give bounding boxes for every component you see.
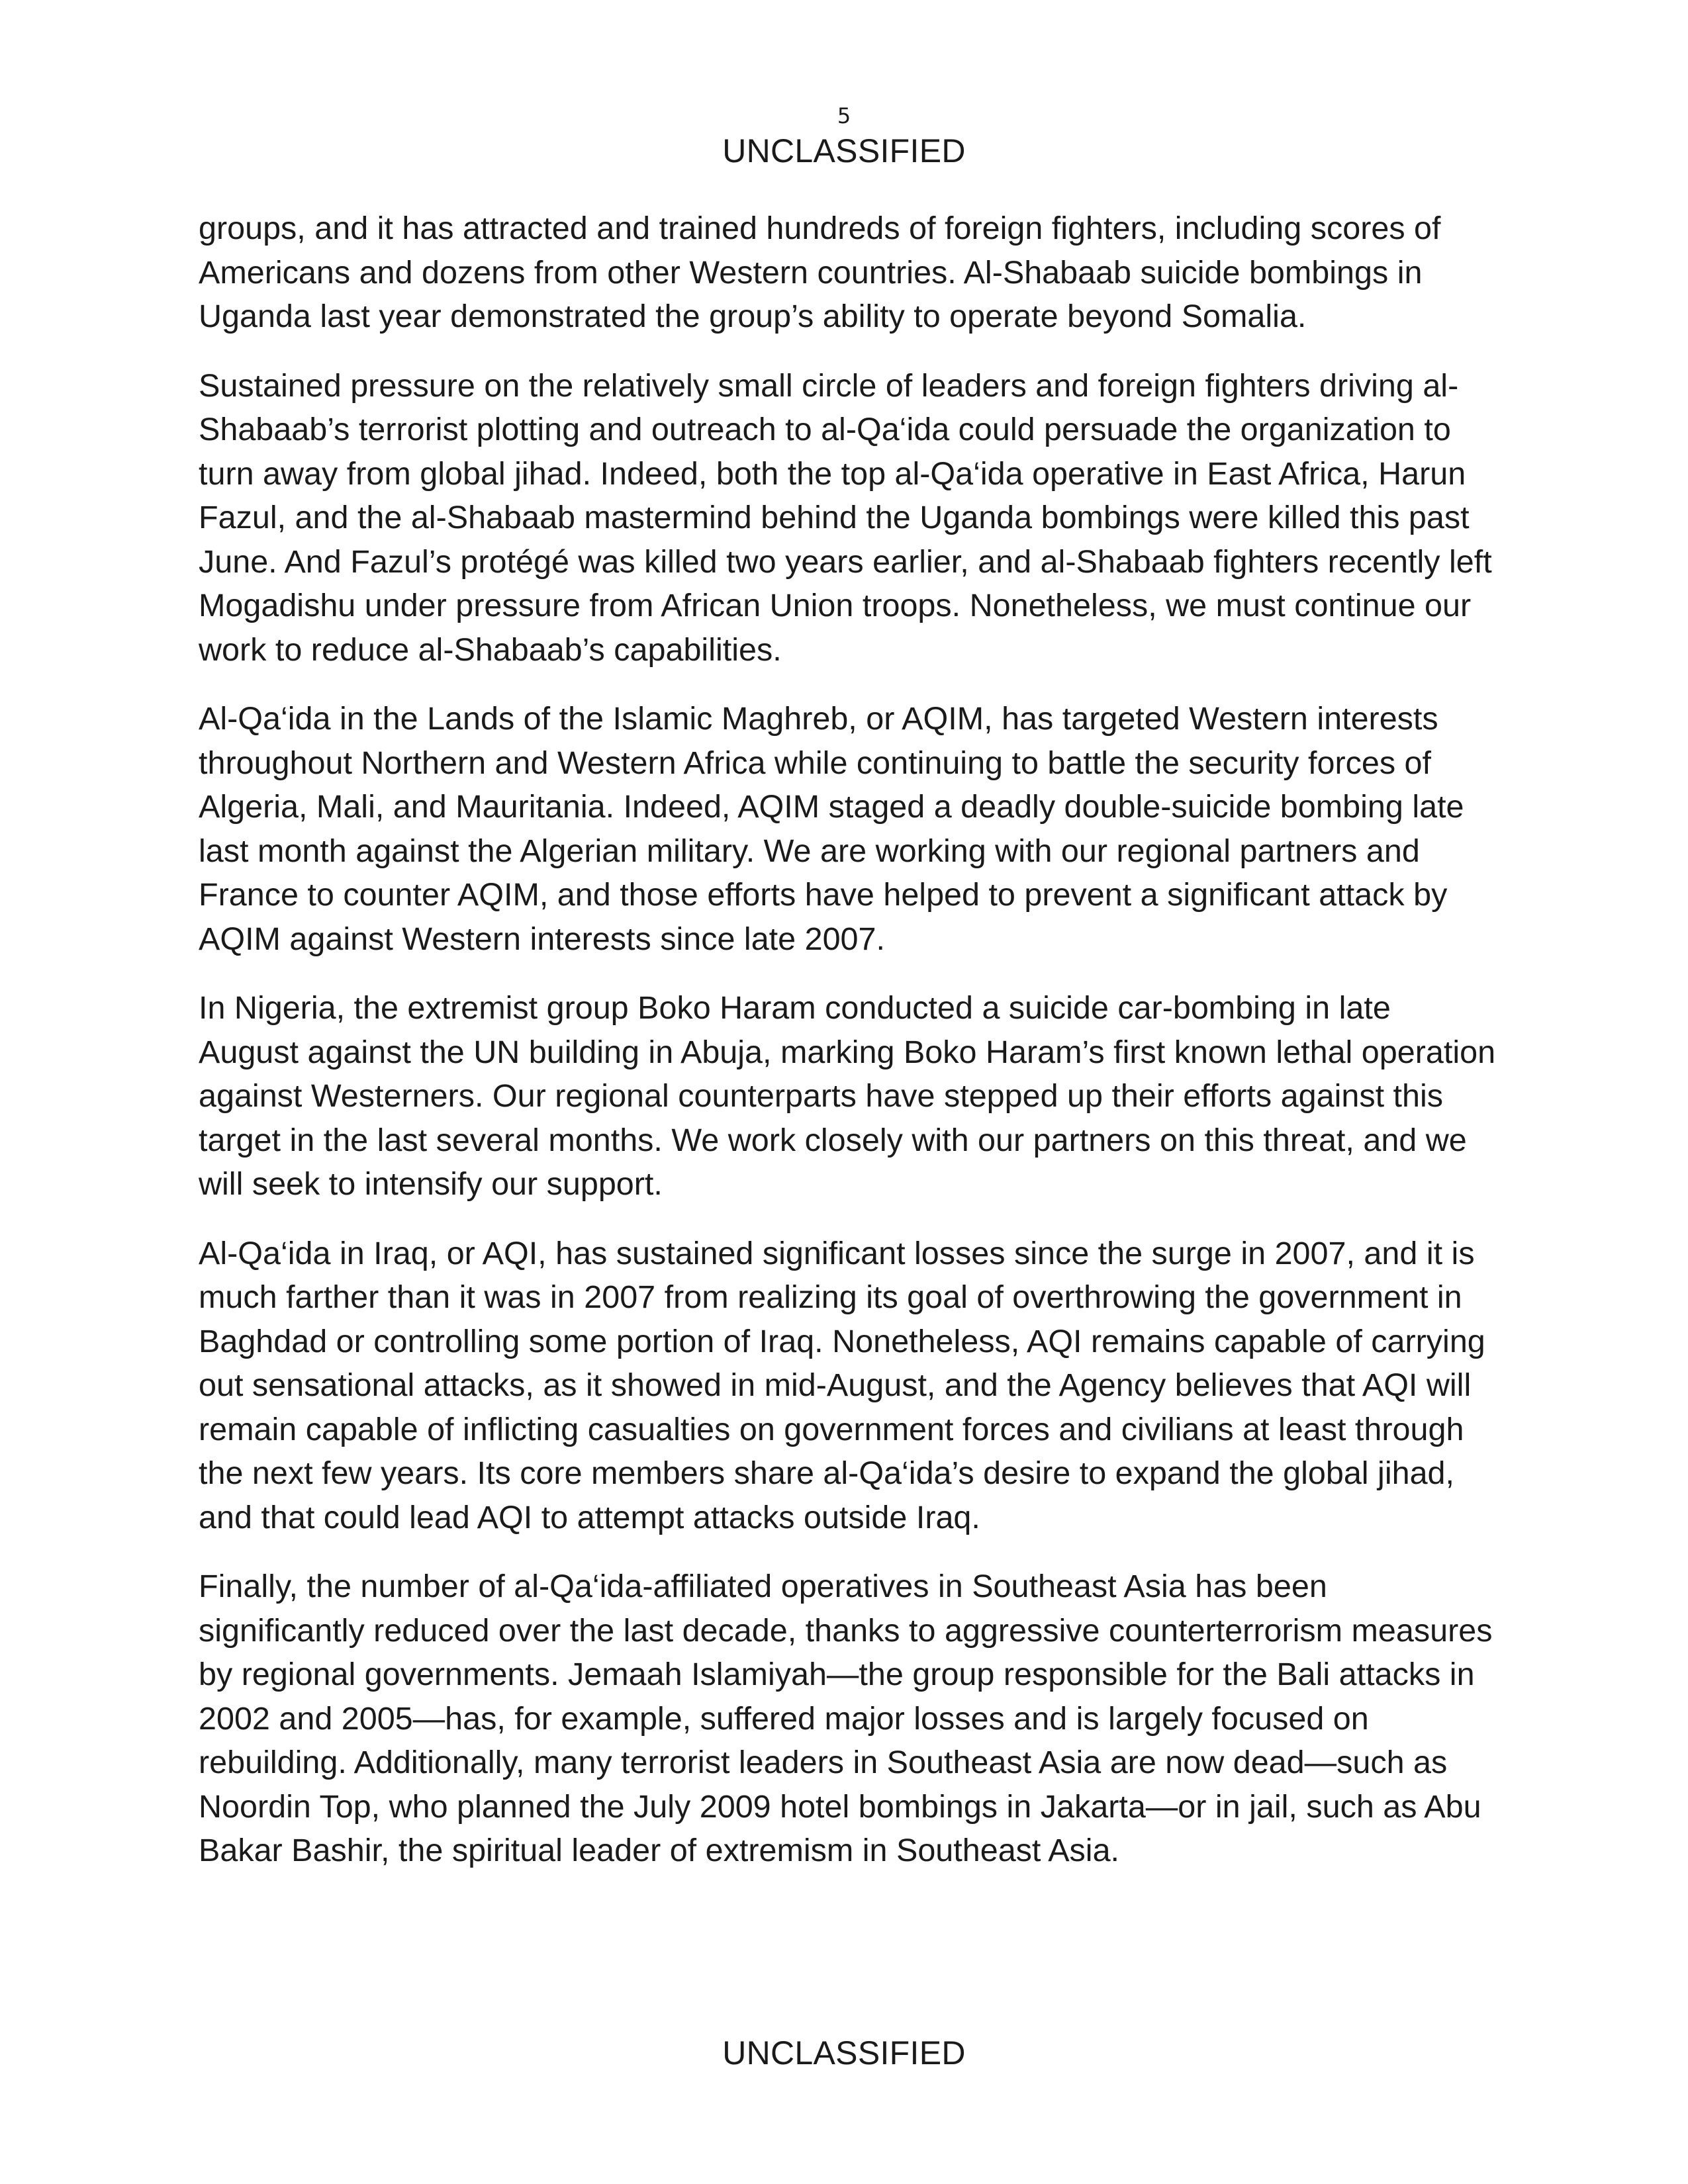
paragraph-boko-haram: In Nigeria, the extremist group Boko Haram conducted a suicide car-bombing in late August against the UN building in Abuja, marking Boko Haram’s first known lethal operation against Westerners. Our regional counterparts have stepped up their efforts against this target in the last several months. We work closely with our partners on this threat, and we will seek to intensify our support.: [199, 990, 1496, 1202]
document-body: [199, 206, 1496, 1898]
header-classification: UNCLASSIFIED: [722, 132, 966, 169]
paragraph-aqim: Al-Qa‘ida in the Lands of the Islamic Maghreb, or AQIM, has targeted Western interests throughout Northern and Western Africa while continuing to battle the security forces of Algeria, Mali, and Mauritania. Indeed, AQIM staged a deadly double-suicide bombing late last month against the Algerian military. We are working with our regional partners and France to counter AQIM, and those efforts have helped to prevent a significant attack by AQIM against Western interests since late 2007.: [199, 701, 1464, 957]
page-number: 5: [837, 103, 851, 128]
footer-classification: UNCLASSIFIED: [722, 2034, 966, 2071]
paragraph-aqi: Al-Qa‘ida in Iraq, or AQI, has sustained significant losses since the surge in 2007, and it is much farther than it was in 2007 from realizing its goal of overthrowing the government in Baghdad or controlling some portion of Iraq. Nonetheless, AQI remains capable of carrying out sensational attacks, as it showed in mid-August, and the Agency believes that AQI will remain capable of inflicting casualties on government forces and civilians at least through the next few years. Its core members share al-Qa‘ida’s desire to expand the global jihad, and that could lead AQI to attempt attacks outside Iraq.: [199, 1235, 1485, 1535]
paragraph-al-shabaab-pressure: Sustained pressure on the relatively small circle of leaders and foreign fighters driving al-Shabaab’s terrorist plotting and outreach to al-Qa‘ida could persuade the organization to turn away from global jihad. Indeed, both the top al-Qa‘ida operative in East Africa, Harun Fazul, and the al-Shabaab mastermind behind the Uganda bombings were killed this past June. And Fazul’s protégé was killed two years earlier, and al-Shabaab fighters recently left Mogadishu under pressure from African Union troops. Nonetheless, we must continue our work to reduce al-Shabaab’s capabilities.: [199, 367, 1492, 668]
paragraph-al-shabaab-foreign-fighters: groups, and it has attracted and trained hundreds of foreign fighters, including scores of Americans and dozens from other Western countries. Al-Shabaab suicide bombings in Uganda last year demonstrated the group’s ability to operate beyond Somalia.: [199, 210, 1441, 334]
paragraph-southeast-asia: Finally, the number of al-Qa‘ida-affiliated operatives in Southeast Asia has been significantly reduced over the last decade, thanks to aggressive counterterrorism measures by regional governments. Jemaah Islamiyah—the group responsible for the Bali attacks in 2002 and 2005—has, for example, suffered major losses and is largely focused on rebuilding. Additionally, many terrorist leaders in Southeast Asia are now dead—such as Noordin Top, who planned the July 2009 hotel bombings in Jakarta—or in jail, such as Abu Bakar Bashir, the spiritual leader of extremism in Southeast Asia.: [199, 1569, 1493, 1868]
